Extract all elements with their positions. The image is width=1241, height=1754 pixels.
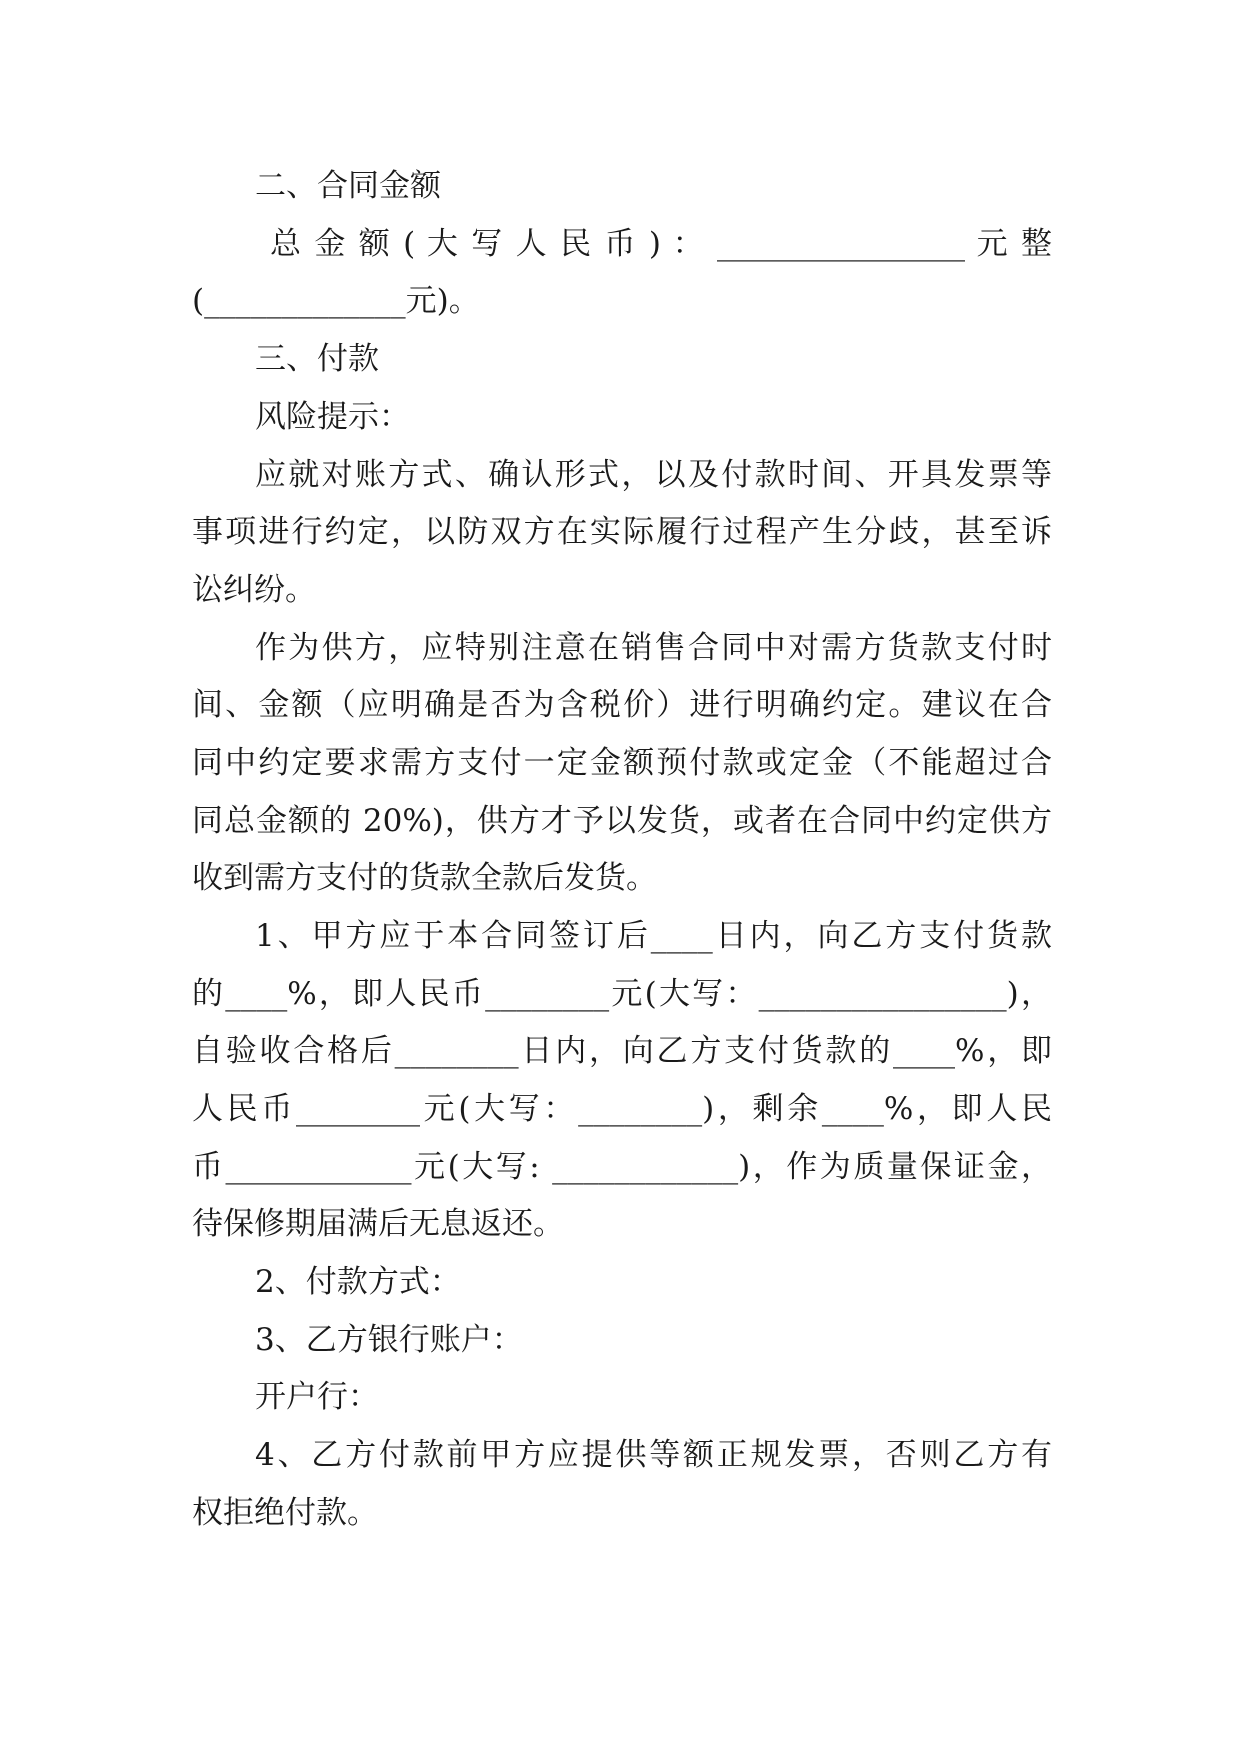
heading-contract-amount: 二、合同金额 [255,168,441,204]
bank-name-label: 开户行： [255,1379,379,1415]
clause-4-line: 权拒绝付款。 [192,1495,378,1531]
total-amount-line: 总 金 额 ( 大 写 人 民 币 ) ： ________________ 元 整 [270,226,1052,262]
clause-1-line: 的____%，即人民币________元(大写：________________)， [192,976,1052,1012]
total-amount-numeric: (_____________元)。 [192,283,480,319]
paragraph-line: 应就对账方式、确认形式，以及付款时间、开具发票等 [255,457,1052,493]
clause-1-line: 待保修期届满后无息返还。 [192,1206,564,1242]
clause-3-bank-account: 3、乙方银行账户： [255,1322,523,1358]
clause-1-line: 人民币________元(大写：________)，剩余____%，即人民 [192,1091,1052,1127]
paragraph-line: 讼纠纷。 [192,572,316,608]
paragraph-line: 间、金额（应明确是否为含税价）进行明确约定。建议在合 [192,687,1052,723]
clause-1-line: 币____________元(大写: ____________)，作为质量保证金， [192,1149,1052,1185]
paragraph-line: 作为供方，应特别注意在销售合同中对需方货款支付时 [255,630,1052,666]
clause-4-line: 4、乙方付款前甲方应提供等额正规发票，否则乙方有 [255,1437,1052,1473]
heading-payment: 三、付款 [255,341,379,377]
paragraph-line: 同总金额的 20%)，供方才予以发货，或者在合同中约定供方 [192,803,1052,839]
risk-notice-label: 风险提示： [255,399,410,435]
clause-1-line: 自验收合格后________日内，向乙方支付货款的____%，即 [192,1033,1052,1069]
clause-2-payment-method: 2、付款方式： [255,1264,461,1300]
paragraph-line: 同中约定要求需方支付一定金额预付款或定金（不能超过合 [192,745,1052,781]
paragraph-line: 收到需方支付的货款全款后发货。 [192,860,657,896]
clause-1-line: 1、甲方应于本合同签订后____日内，向乙方支付货款 [255,918,1052,954]
paragraph-line: 事项进行约定，以防双方在实际履行过程产生分歧，甚至诉 [192,514,1052,550]
